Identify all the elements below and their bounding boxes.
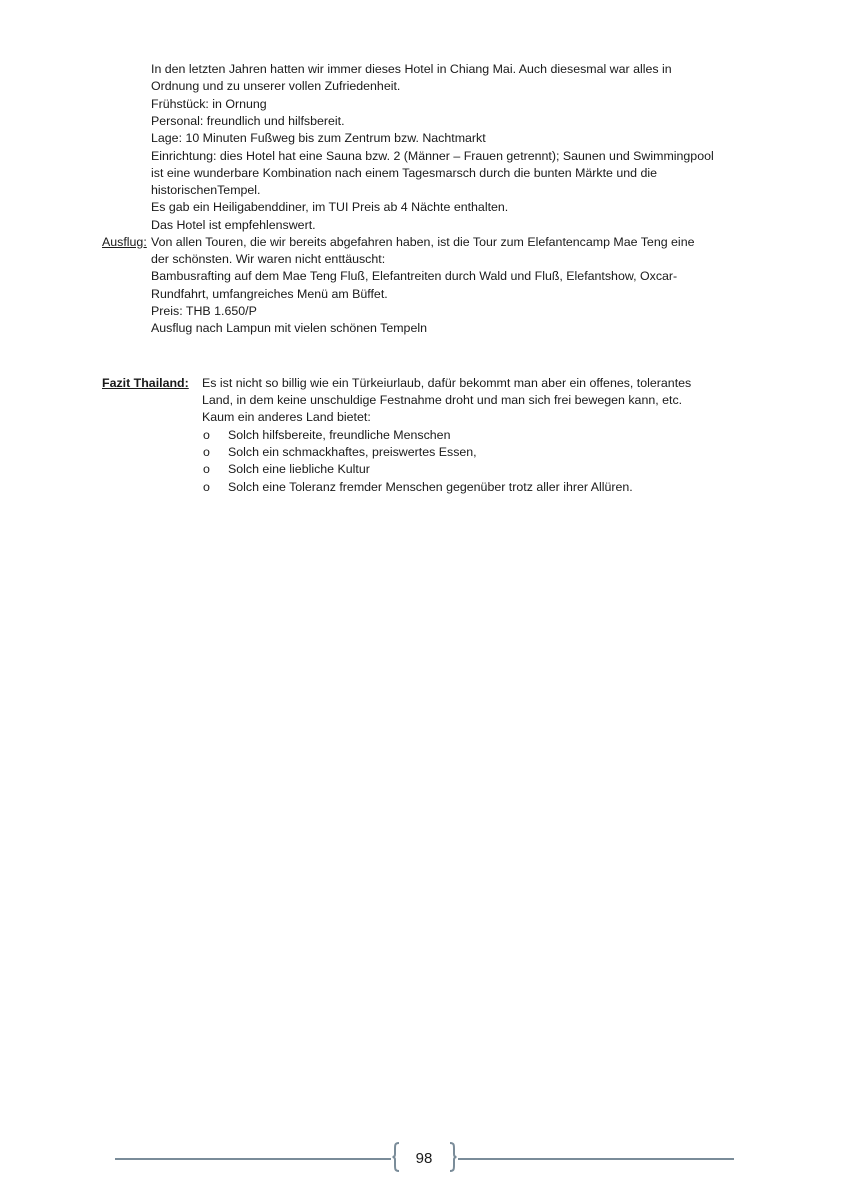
- page-number: 98: [415, 1150, 433, 1167]
- list-item: Solch eine liebliche Kultur: [228, 462, 370, 476]
- hotel-text-line: Frühstück: in Ornung: [151, 97, 267, 111]
- list-item: Solch ein schmackhaftes, preiswertes Essen,: [228, 445, 477, 459]
- hotel-text-line: Einrichtung: dies Hotel hat eine Sauna bzw. 2 (Männer – Frauen getrennt); Saunen und Swimmingpool: [151, 149, 714, 163]
- list-item: Solch hilfsbereite, freundliche Menschen: [228, 428, 451, 442]
- ausflug-text-line: Bambusrafting auf dem Mae Teng Fluß, Elefantreiten durch Wald und Fluß, Elefantshow, Oxcar-: [151, 269, 678, 283]
- hotel-text-line: Ordnung und zu unserer vollen Zufriedenheit.: [151, 79, 401, 93]
- hotel-text-line: historischenTempel.: [151, 183, 261, 197]
- hotel-text-line: Lage: 10 Minuten Fußweg bis zum Zentrum bzw. Nachtmarkt: [151, 131, 486, 145]
- ausflug-text-line: der schönsten. Wir waren nicht enttäuscht:: [151, 252, 386, 266]
- fazit-text-line: Es ist nicht so billig wie ein Türkeiurlaub, dafür bekommt man aber ein offenes, tolerantes: [202, 376, 692, 390]
- ausflug-text-line: Ausflug nach Lampun mit vielen schönen Tempeln: [151, 321, 427, 335]
- hotel-text-line: Das Hotel ist empfehlenswert.: [151, 218, 316, 232]
- bullet-marker: o: [203, 480, 210, 494]
- list-item: Solch eine Toleranz fremder Menschen gegenüber trotz aller ihrer Allüren.: [228, 480, 633, 494]
- hotel-text-line: Personal: freundlich und hilfsbereit.: [151, 114, 345, 128]
- hotel-text-line: In den letzten Jahren hatten wir immer dieses Hotel in Chiang Mai. Auch diesesmal war alles in: [151, 62, 672, 76]
- fazit-text-line: Land, in dem keine unschuldige Festnahme droht und man sich frei bewegen kann, etc.: [202, 393, 683, 407]
- fazit-label: Fazit Thailand:: [102, 376, 189, 390]
- hotel-text-line: Es gab ein Heiligabenddiner, im TUI Preis ab 4 Nächte enthalten.: [151, 200, 509, 214]
- bullet-marker: o: [203, 445, 210, 459]
- ausflug-text-line: Von allen Touren, die wir bereits abgefahren haben, ist die Tour zum Elefantencamp Mae Teng eine: [151, 235, 695, 249]
- bullet-marker: o: [203, 462, 210, 476]
- ausflug-label: Ausflug:: [102, 235, 147, 249]
- left-brace-icon: [392, 1142, 400, 1172]
- right-brace-icon: [449, 1142, 457, 1172]
- footer-rule-right: [458, 1158, 734, 1160]
- hotel-text-line: ist eine wunderbare Kombination nach einem Tagesmarsch durch die bunten Märkte und die: [151, 166, 658, 180]
- fazit-text-line: Kaum ein anderes Land bietet:: [202, 410, 371, 424]
- ausflug-price: Preis: THB 1.650/P: [151, 304, 257, 318]
- bullet-marker: o: [203, 428, 210, 442]
- footer-rule-left: [115, 1158, 391, 1160]
- ausflug-text-line: Rundfahrt, umfangreiches Menü am Büffet.: [151, 287, 388, 301]
